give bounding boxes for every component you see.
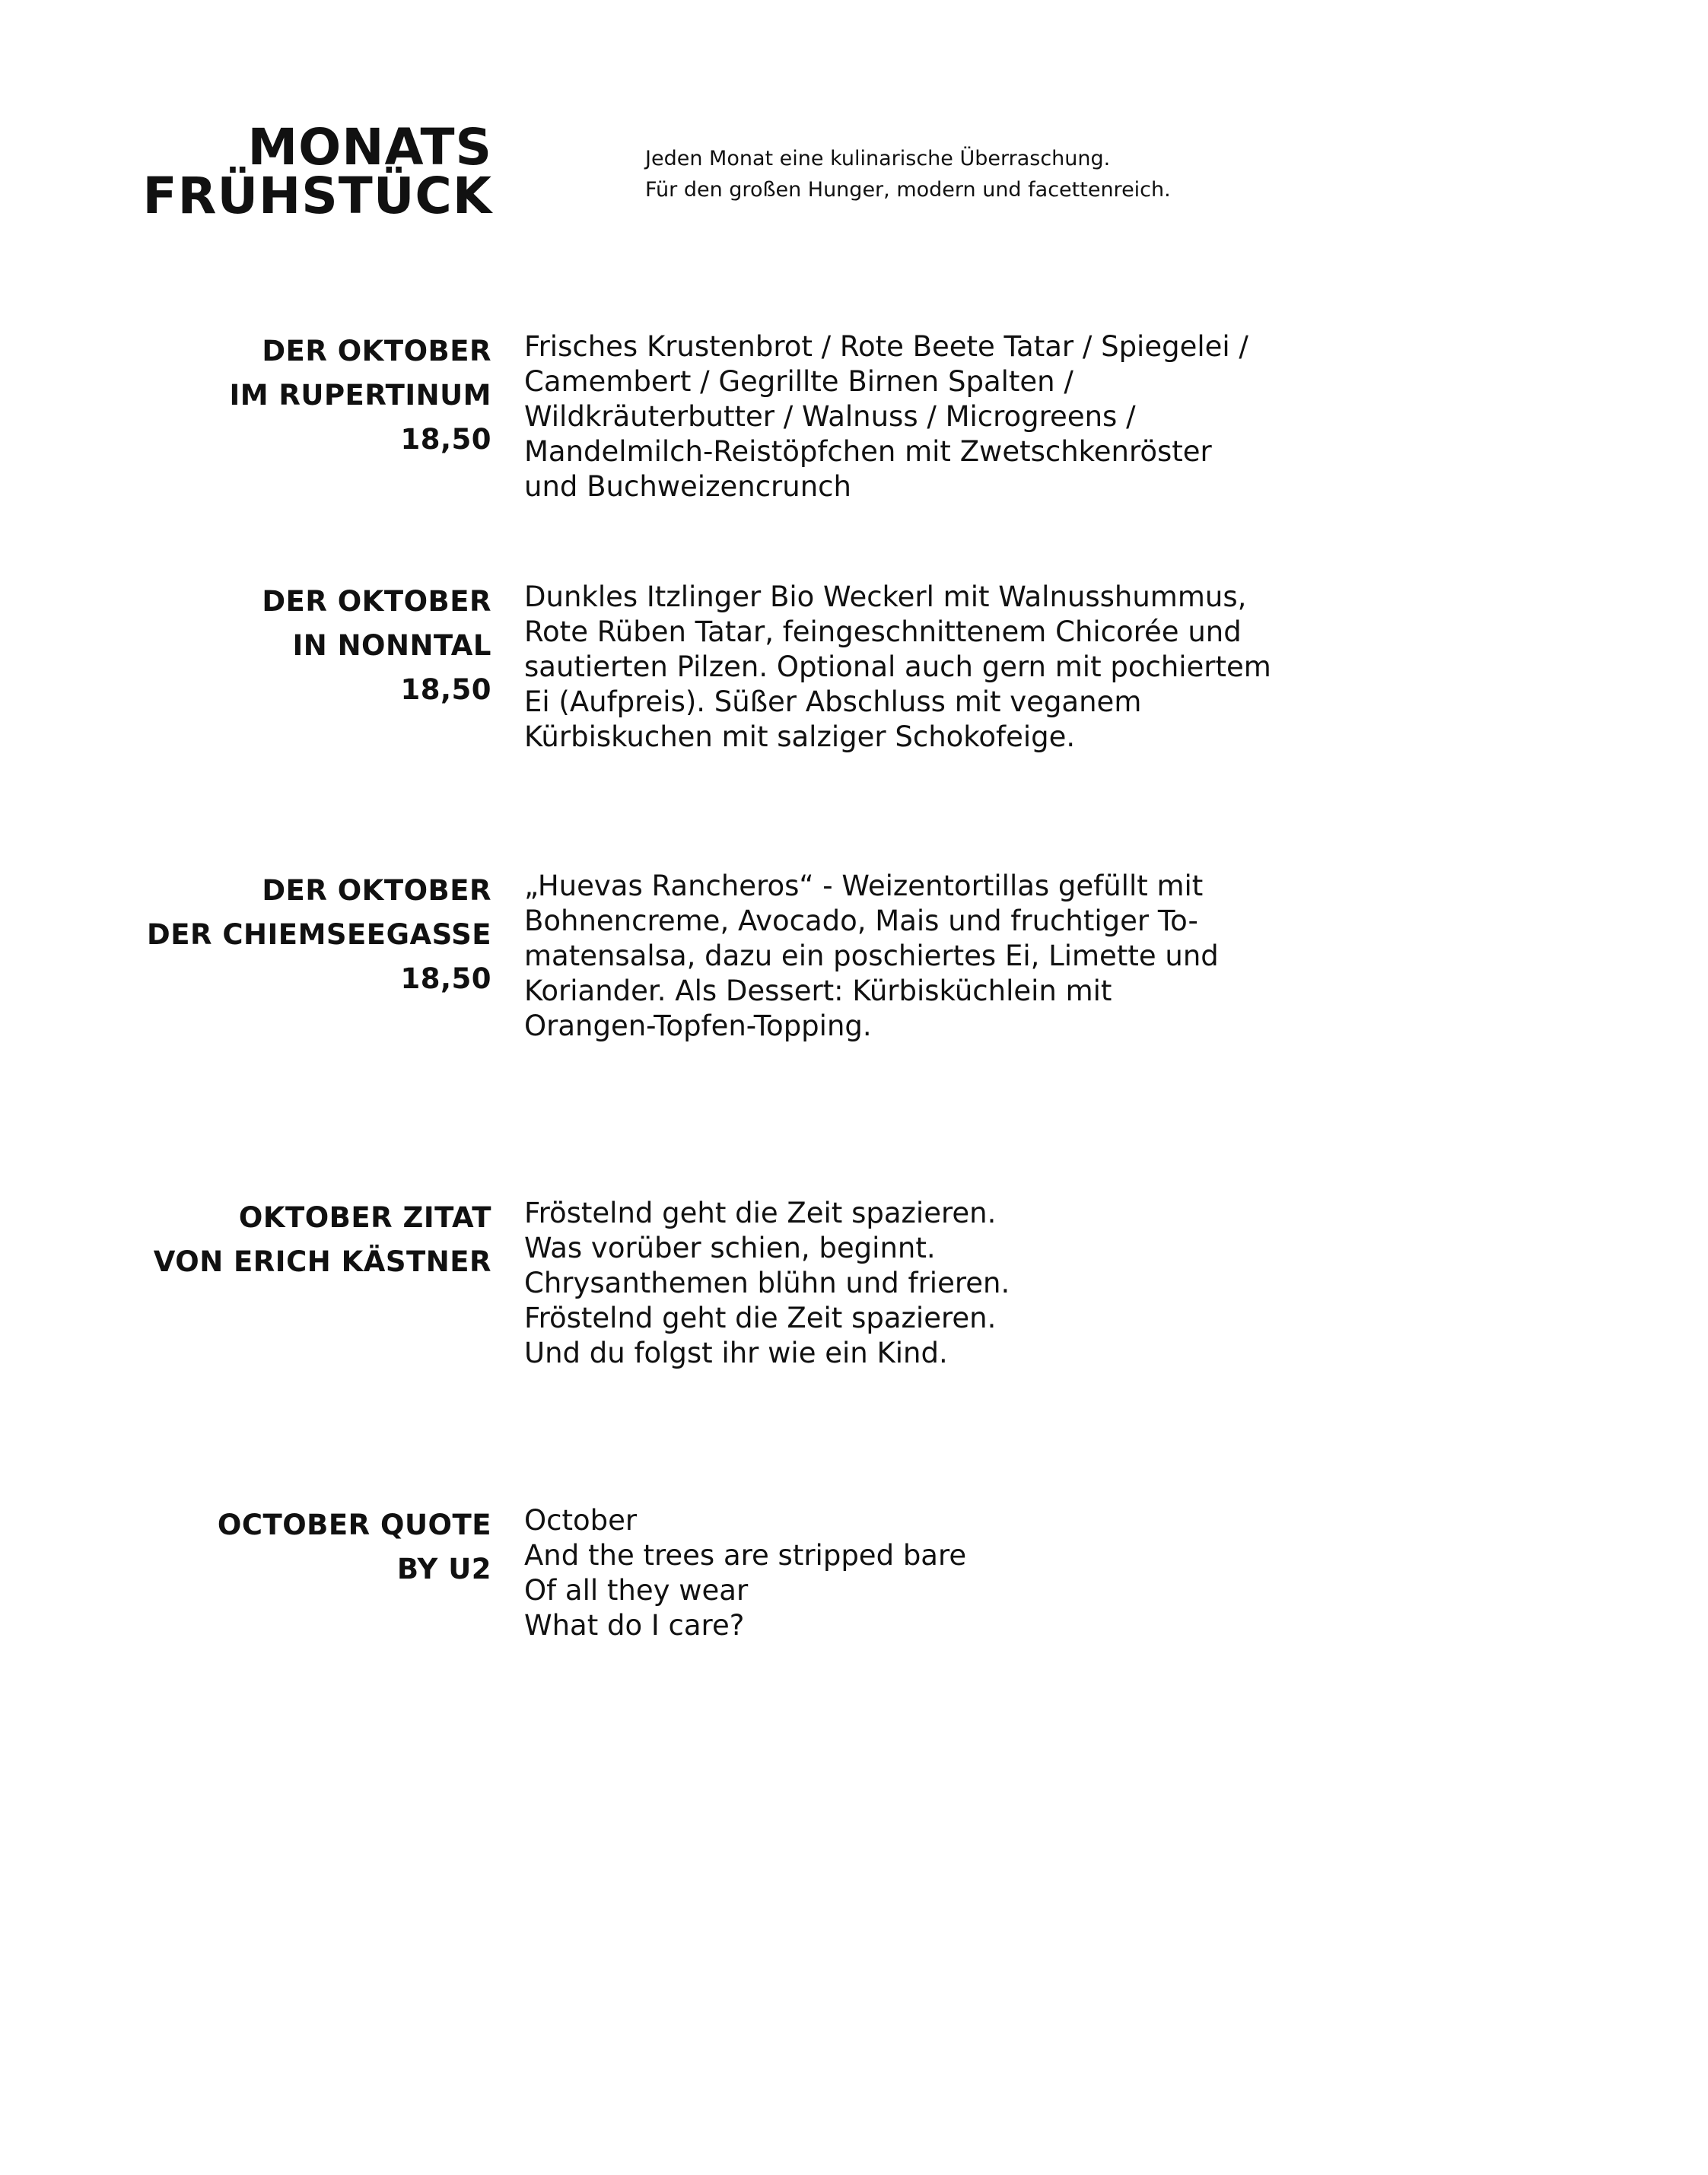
quote-line: What do I care? bbox=[524, 1609, 745, 1642]
section-label-line: DER OKTOBER bbox=[262, 874, 491, 907]
section-label-line: OKTOBER ZITAT bbox=[238, 1201, 491, 1234]
section-description bbox=[524, 869, 1219, 1044]
section-label-line: OCTOBER QUOTE bbox=[217, 1509, 491, 1541]
title-line-1: MONATS bbox=[247, 118, 492, 176]
quote-line: Of all they wear bbox=[524, 1574, 749, 1607]
section-label bbox=[229, 329, 491, 462]
section-label-line: IN NONNTAL bbox=[292, 629, 491, 662]
section-label-line: DER CHIEMSEEGASSE bbox=[147, 918, 491, 951]
description-line: Orangen-Topfen-Topping. bbox=[524, 1010, 872, 1042]
section-label-line: VON ERICH KÄSTNER bbox=[153, 1245, 491, 1278]
description-line: Koriander. Als Dessert: Kürbisküchlein mit bbox=[524, 975, 1112, 1007]
description-line: Camembert / Gegrillte Birnen Spalten / bbox=[524, 365, 1073, 398]
section-label bbox=[154, 1196, 491, 1284]
description-line: sautierten Pilzen. Optional auch gern mit pochiertem bbox=[524, 650, 1271, 683]
section-label-line: BY U2 bbox=[396, 1553, 491, 1585]
quote-line: And the trees are stripped bare bbox=[524, 1539, 967, 1572]
description-line: „Huevas Rancheros“ - Weizentortillas gefüllt mit bbox=[524, 870, 1204, 902]
section-label bbox=[218, 1503, 491, 1592]
section-price: 18,50 bbox=[400, 962, 491, 995]
quote-line: Fröstelnd geht die Zeit spazieren. bbox=[524, 1197, 997, 1229]
section-label-line: DER OKTOBER bbox=[262, 585, 491, 618]
description-line: Ei (Aufpreis). Süßer Abschluss mit veganem bbox=[524, 685, 1142, 718]
description-line: Frisches Krustenbrot / Rote Beete Tatar / Spiegelei / bbox=[524, 330, 1248, 363]
section-description bbox=[524, 329, 1248, 504]
section-price: 18,50 bbox=[400, 673, 491, 706]
intro-line-1: Jeden Monat eine kulinarische Überraschung. bbox=[645, 147, 1111, 170]
description-line: Dunkles Itzlinger Bio Weckerl mit Walnusshummus, bbox=[524, 580, 1247, 613]
section-label bbox=[262, 580, 491, 712]
description-line: matensalsa, dazu ein poschiertes Ei, Limette und bbox=[524, 940, 1219, 972]
intro-text bbox=[645, 143, 1171, 205]
description-line: Kürbiskuchen mit salziger Schokofeige. bbox=[524, 720, 1076, 753]
section-price: 18,50 bbox=[400, 423, 491, 456]
description-line: Mandelmilch-Reistöpfchen mit Zwetschkenröster bbox=[524, 435, 1212, 468]
quote-line: Fröstelnd geht die Zeit spazieren. bbox=[524, 1302, 997, 1334]
quote-line: Was vorüber schien, beginnt. bbox=[524, 1232, 936, 1264]
quote-line: Und du folgst ihr wie ein Kind. bbox=[524, 1337, 948, 1369]
quote-line: October bbox=[524, 1504, 638, 1537]
page-title bbox=[142, 118, 492, 225]
description-line: und Buchweizencrunch bbox=[524, 470, 851, 503]
description-line: Rote Rüben Tatar, feingeschnittenem Chicorée und bbox=[524, 615, 1242, 648]
title-line-2: FRÜHSTÜCK bbox=[142, 167, 492, 225]
quote-text bbox=[524, 1196, 1010, 1371]
quote-text bbox=[524, 1503, 966, 1643]
section-label-line: DER OKTOBER bbox=[262, 335, 491, 367]
section-description bbox=[524, 580, 1271, 755]
description-line: Bohnencreme, Avocado, Mais und fruchtiger To- bbox=[524, 905, 1198, 937]
intro-line-2: Für den großen Hunger, modern und facettenreich. bbox=[645, 178, 1171, 202]
section-label bbox=[147, 869, 491, 1001]
section-label-line: IM RUPERTINUM bbox=[229, 379, 491, 412]
quote-line: Chrysanthemen blühn und frieren. bbox=[524, 1267, 1010, 1299]
description-line: Wildkräuterbutter / Walnuss / Microgreens / bbox=[524, 400, 1136, 433]
